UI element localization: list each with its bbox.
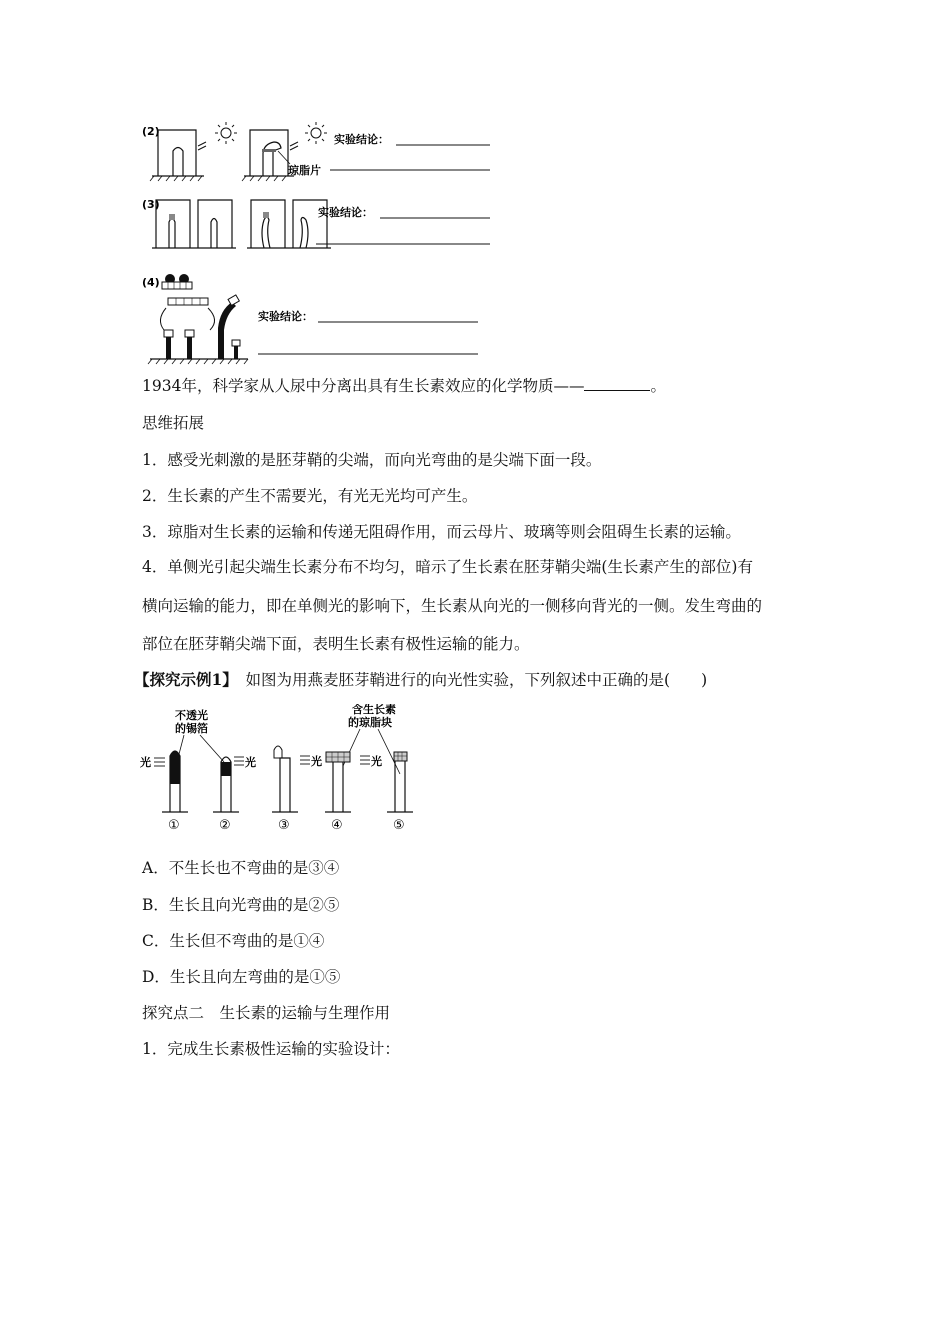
sun-icon [305, 122, 327, 144]
expand-point-4b: 横向运输的能力，即在单侧光的影响下，生长素从向光的一侧移向背光的一侧。发生弯曲的 [142, 597, 763, 615]
light-label: 光 [311, 755, 322, 768]
example-tag: 【探究示例1】 [134, 670, 238, 689]
experiment-3-diagram [138, 190, 498, 256]
discovery-blank [584, 376, 650, 391]
experiment-2-conclusion-label: 实验结论： [334, 133, 389, 146]
light-label: 光 [245, 756, 256, 769]
sun-icon [215, 122, 237, 144]
section-2-item-1: 1．完成生长素极性运输的实验设计： [142, 1040, 400, 1058]
example-question [134, 670, 707, 690]
light-label: 光 [140, 756, 151, 769]
option-c: C．生长但不弯曲的是①④ [142, 932, 325, 950]
phototropism-example-diagram [138, 704, 428, 834]
example-question-text: 如图为用燕麦胚芽鞘进行的向光性实验，下列叙述中正确的是( ) [245, 671, 708, 689]
discovery-sentence [142, 376, 666, 396]
discovery-text: 1934年，科学家从人尿中分离出具有生长素效应的化学物质—— [142, 377, 585, 395]
example-number-3: ③ [278, 818, 290, 833]
example-number-1: ① [168, 818, 180, 833]
discovery-end: 。 [650, 377, 666, 395]
option-b: B．生长且向光弯曲的是②⑤ [142, 896, 340, 914]
expand-title: 思维拓展 [142, 414, 205, 432]
example-number-2: ② [219, 818, 231, 833]
expand-point-3: 3．琼脂对生长素的运输和传递无阻碍作用，而云母片、玻璃等则会阻碍生长素的运输。 [142, 523, 741, 541]
option-a: A．不生长也不弯曲的是③④ [142, 859, 340, 877]
expand-point-2: 2．生长素的产生不需要光，有光无光均可产生。 [142, 487, 478, 505]
example-number-5: ⑤ [393, 818, 405, 833]
expand-point-1: 1．感受光刺激的是胚芽鞘的尖端，而向光弯曲的是尖端下面一段。 [142, 451, 602, 469]
example-number-4: ④ [331, 818, 343, 833]
experiment-4-label: (4) [142, 276, 160, 289]
experiment-2-label: (2) [142, 125, 160, 138]
experiment-3-conclusion-label: 实验结论： [318, 206, 373, 219]
section-2-title: 探究点二 生长素的运输与生理作用 [142, 1004, 391, 1022]
option-d: D．生长且向左弯曲的是①⑤ [142, 968, 341, 986]
foil-label-2: 的锡箔 [175, 722, 208, 735]
experiment-2-diagram [138, 118, 498, 188]
experiment-3-label: (3) [142, 198, 160, 211]
light-label: 光 [371, 755, 382, 768]
experiment-4-diagram [138, 268, 498, 368]
expand-point-4a: 4．单侧光引起尖端生长素分布不均匀，暗示了生长素在胚芽鞘尖端(生长素产生的部位)有 [142, 558, 753, 576]
agar-sheet-label: 琼脂片 [288, 164, 321, 177]
agar-label-1: 含生长素 [352, 704, 396, 716]
foil-label-1: 不透光 [175, 709, 208, 722]
agar-label-2: 的琼脂块 [348, 716, 392, 729]
expand-point-4c: 部位在胚芽鞘尖端下面，表明生长素有极性运输的能力。 [142, 635, 530, 653]
experiment-4-conclusion-label: 实验结论： [258, 310, 313, 323]
